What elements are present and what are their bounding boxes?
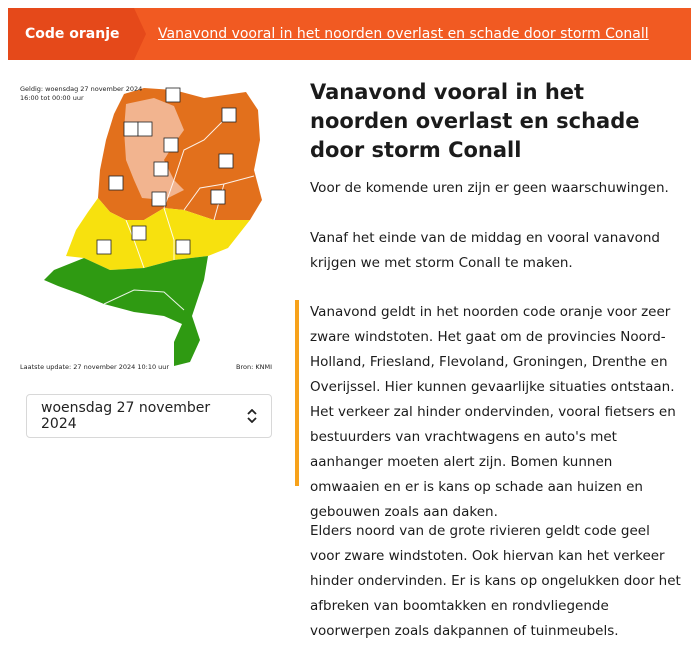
article-paragraph-3: Vanavond geldt in het noorden code oranje voor zeer zware windstoten. Het gaat om de provincies Noord-Holland, Friesland, Flevoland, Groningen, Drenthe en Overijssel. Hier kunnen gevaarlijke situaties ontstaan. Het verkeer zal hinder ondervinden, vooral fietsers en bestuurders van vrachtwagens en auto's met aanhanger moeten alert zijn. Bomen kunnen omwaaien en er is kans op schade aan huizen en gebouwen zoals aan daken. (310, 304, 676, 520)
last-update: Laatste update: 27 november 2024 10:10 uur (20, 363, 170, 371)
region-green (44, 256, 208, 366)
chevron-updown-icon (247, 409, 257, 423)
validity-time: 16:00 tot 00:00 uur (20, 94, 84, 102)
warning-banner (8, 8, 691, 60)
region-north-orange (98, 88, 262, 220)
netherlands-map (14, 80, 282, 376)
date-select[interactable] (26, 394, 272, 438)
article-header (310, 78, 682, 165)
map-source: Bron: KNMI (236, 363, 272, 371)
article-paragraph-2: Vanaf het einde van de middag en vooral vanavond krijgen we met storm Conall te maken. (310, 230, 660, 271)
warning-map (14, 80, 282, 376)
validity-date: Geldig: woensdag 27 november 2024 (20, 85, 143, 93)
map-validity (20, 85, 142, 103)
article-paragraph-4: Elders noord van de grote rivieren geldt code geel voor zware windstoten. Ook hiervan kan het verkeer hinder ondervinden. Er is kans op ongelukken door het afbreken van boomtakken en rondvliegende voorwerpen zoals dakpannen of tuinmeubels. (310, 523, 681, 639)
date-select-value: woensdag 27 november 2024 (41, 400, 211, 432)
headline-link[interactable]: Vanavond vooral in het noorden overlast en schade door storm Conall (158, 26, 649, 42)
highlight-bar (295, 300, 299, 486)
article-paragraph-1: Voor de komende uren zijn er geen waarschuwingen. (310, 180, 669, 196)
article-title: Vanavond vooral in het noorden overlast en schade door storm Conall (310, 80, 640, 162)
code-label: Code oranje (8, 8, 134, 60)
